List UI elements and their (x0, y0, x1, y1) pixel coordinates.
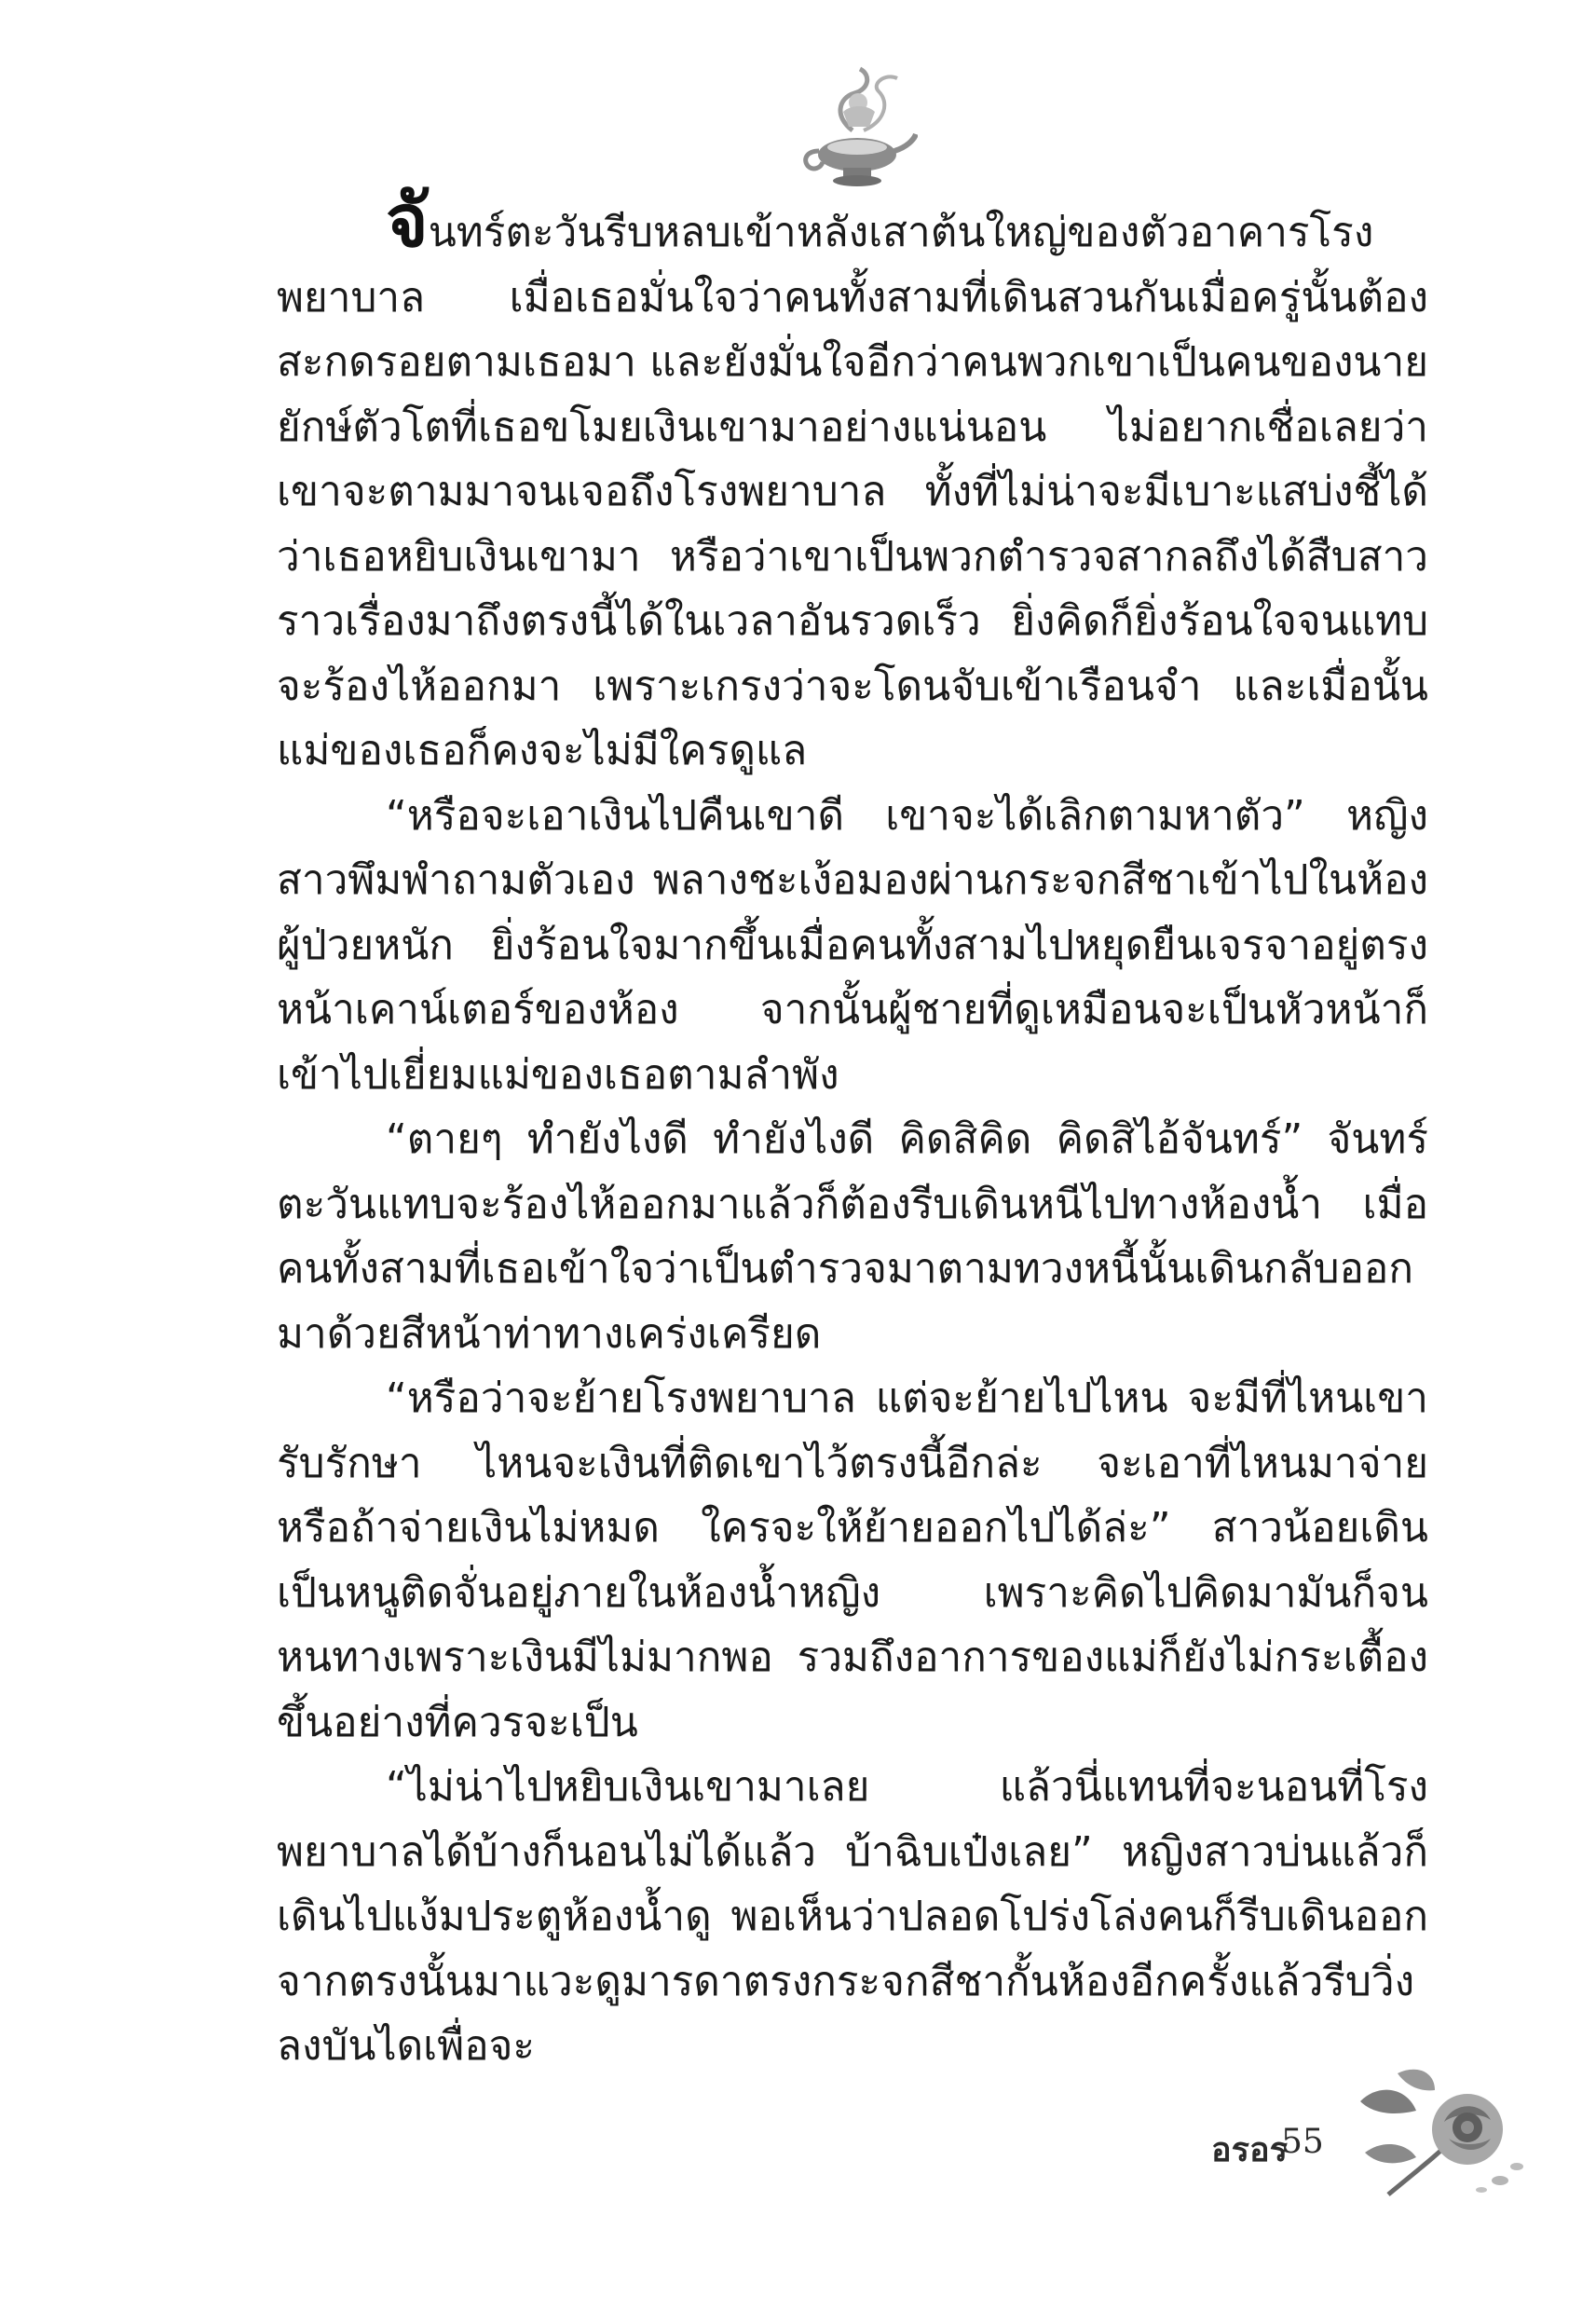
dropcap: จั (386, 180, 429, 264)
rose-ornament-icon (1342, 2064, 1528, 2204)
lamp-ornament-icon (797, 65, 918, 191)
page-footer (0, 2106, 1596, 2218)
paragraph: “ตายๆ ทำยังไงดี ทำยังไงดี คิดสิคิด คิดสิไอ้จันทร์” จันทร์ตะวันแทบจะร้องไห้ออกมาแล้วก็ต้องรีบเดินหนีไปทางห้องน้ำ เมื่อคนทั้งสามที่เธอเข้าใจว่าเป็นตำรวจมาตามทวงหนี้นั้นเดินกลับออกมาด้วยสีหน้าท่าทางเคร่งเครียด (277, 1115, 1428, 1358)
paragraph: “หรือจะเอาเงินไปคืนเขาดี เขาจะได้เลิกตามหาตัว” หญิงสาวพึมพำถามตัวเอง พลางชะเง้อมองผ่านกระจกสีชาเข้าไปในห้องผู้ป่วยหนัก ยิ่งร้อนใจมากขึ้นเมื่อคนทั้งสามไปหยุดยืนเจรจาอยู่ตรงหน้าเคาน์เตอร์ของห้อง จากนั้นผู้ชายที่ดูเหมือนจะเป็นหัวหน้าก็เข้าไปเยี่ยมแม่ของเธอตามลำพัง (277, 791, 1428, 1099)
body-text (277, 180, 1428, 2079)
paragraph (277, 180, 1428, 784)
paragraph-text: นทร์ตะวันรีบหลบเข้าหลังเสาต้นใหญ่ของตัวอาคารโรงพยาบาล เมื่อเธอมั่นใจว่าคนทั้งสามที่เดินสวนกันเมื่อครู่นั้นต้องสะกดรอยตามเธอมา และยังมั่นใจอีกว่าคนพวกเขาเป็นคนของนายยักษ์ตัวโตที่เธอขโมยเงินเขามาอย่างแน่นอน ไม่อยากเชื่อเลยว่าเขาจะตามมาจนเจอถึงโรงพยาบาล ทั้งที่ไม่น่าจะมีเบาะแสบ่งชี้ได้ว่าเธอหยิบเงินเขามา หรือว่าเขาเป็นพวกตำรวจสากลถึงได้สืบสาวราวเรื่องมาถึงตรงนี้ได้ในเวลาอันรวดเร็ว ยิ่งคิดก็ยิ่งร้อนใจจนแทบจะร้องไห้ออกมา เพราะเกรงว่าจะโดนจับเข้าเรือนจำ และเมื่อนั้นแม่ของเธอก็คงจะไม่มีใครดูแล (277, 209, 1428, 774)
page-number: 55 (1281, 2123, 1324, 2161)
running-footer-title: อรอร (1211, 2131, 1288, 2169)
paragraph: “ไม่น่าไปหยิบเงินเขามาเลย แล้วนี่แทนที่จะนอนที่โรงพยาบาลได้บ้างก็นอนไม่ได้แล้ว บ้าฉิบเป๋งเลย” หญิงสาวบ่นแล้วก็เดินไปแง้มประตูห้องน้ำดู พอเห็นว่าปลอดโปร่งโล่งคนก็รีบเดินออกจากตรงนั้นมาแวะดูมารดาตรงกระจกสีชากั้นห้องอีกครั้งแล้วรีบวิ่งลงบันไดเพื่อจะ (277, 1763, 1428, 2070)
paragraph: “หรือว่าจะย้ายโรงพยาบาล แต่จะย้ายไปไหน จะมีที่ไหนเขารับรักษา ไหนจะเงินที่ติดเขาไว้ตรงนี้อีกล่ะ จะเอาที่ไหนมาจ่าย หรือถ้าจ่ายเงินไม่หมด ใครจะให้ย้ายออกไปได้ล่ะ” สาวน้อยเดินเป็นหนูติดจั่นอยู่ภายในห้องน้ำหญิง เพราะคิดไปคิดมามันก็จนหนทางเพราะเงินมีไม่มากพอ รวมถึงอาการของแม่ก็ยังไม่กระเตื้องขึ้นอย่างที่ควรจะเป็น (277, 1374, 1428, 1746)
